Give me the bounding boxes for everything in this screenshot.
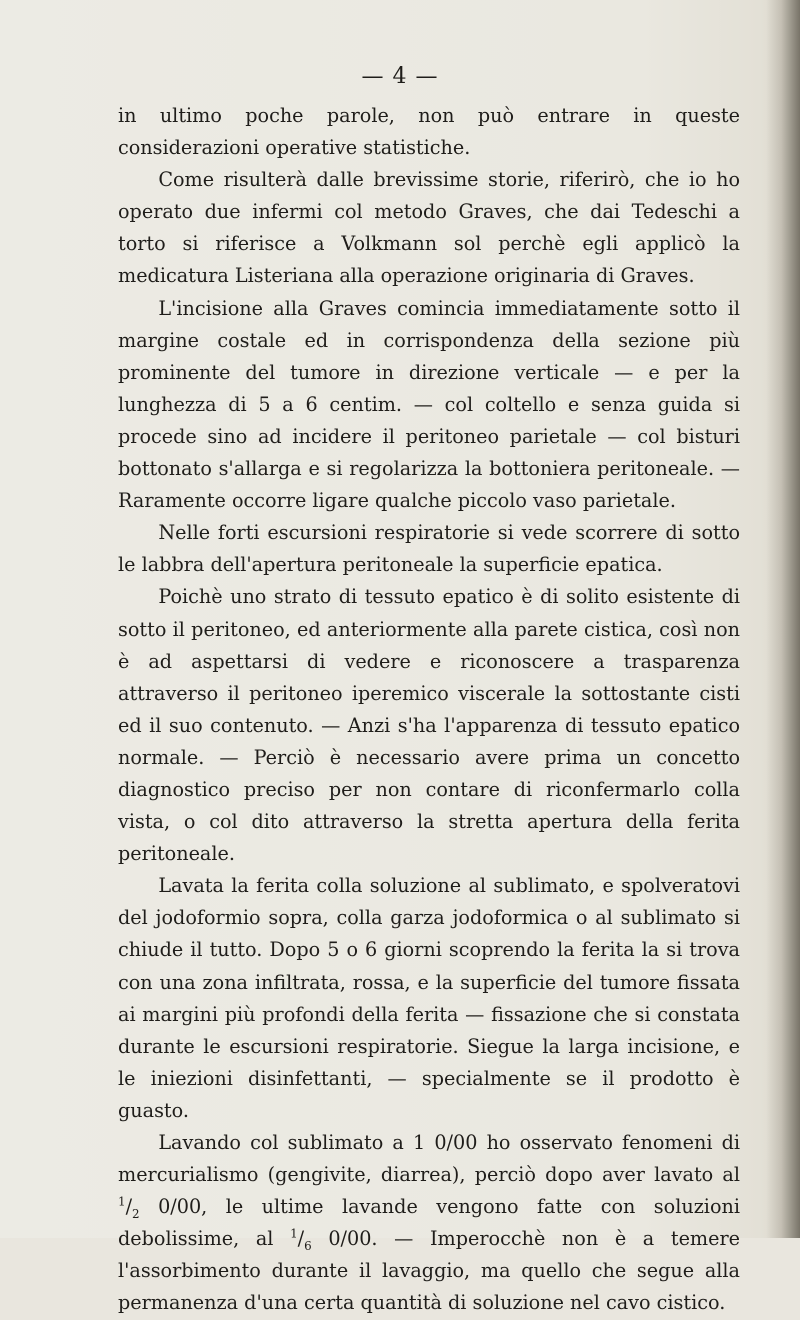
paragraph-4: Nelle forti escursioni respiratorie si vede scorrere di sotto le labbra dell'apertura peritoneale la superficie epatica. — [118, 521, 740, 577]
paragraph-6: Lavata la ferita colla soluzione al sublimato, e spolveratovi del jodoformio sopra, colla garza jodoformica o al sublimato si chiude il tutto. Dopo 5 o 6 giorni scoprendo la ferita la si trova con una zona infiltrata, rossa, e la superficie del tumore fissata ai margini più profondi della ferita — fissazione che si constata durante le escursioni respiratorie. Siegue la larga incisione, e le iniezioni disinfettanti, — specialmente se il prodotto è guasto. — [118, 874, 740, 1122]
paragraph-3: L'incisione alla Graves comincia immediatamente sotto il margine costale ed in corrispondenza della sezione più prominente del tumore in direzione verticale — e per la lunghezza di 5 a 6 centim. — col coltello e senza guida si procede sino ad incidere il peritoneo parietale — col bisturi bottonato s'allarga e si regolarizza la bottoniera peritoneale. — Raramente occorre ligare qualche piccolo vaso parietale. — [118, 296, 740, 513]
paragraph-7-part-1: Lavando col sublimato a 1 — [158, 1131, 435, 1154]
paragraph-7-part-2: ho osservato fenomeni di mercurialismo (gengivite, diarrea), perciò dopo aver lavato al — [118, 1131, 740, 1187]
fraction-sixth: $^1/_6$ 0/00 — [290, 1226, 372, 1254]
paragraph-7-part-4: . — Imperocchè non è a temere l'assorbimento durante il lavaggio, ma quello che segue alla permanenza d'una certa quantità di soluzione nel cavo cistico. — [118, 1227, 741, 1315]
page-edge-shadow — [766, 0, 800, 1238]
paragraph-5: Poichè uno strato di tessuto epatico è di solito esistente di sotto il peritoneo, ed anteriormente alla parete cistica, così non è ad aspettarsi di vedere e riconoscere a trasparenza attraverso il peritoneo iperemico viscerale la sottostante cisti ed il suo contenuto. — Anzi s'ha l'apparenza di tessuto epatico normale. — Perciò è necessario avere prima un concetto diagnostico preciso per non contare di riconfermarlo colla vista, o col dito attraverso la stretta apertura della ferita peritoneale. — [118, 585, 740, 866]
fraction-half: $^1/_2$ 0/00 — [118, 1194, 202, 1222]
paragraph-1: in ultimo poche parole, non può entrare in queste considerazioni operative statistiche. — [118, 104, 740, 160]
paragraph-7 — [118, 1127, 740, 1320]
paragraph-2: Come risulterà dalle brevissime storie, riferirò, che io ho operato due infermi col metodo Graves, che dai Tedeschi a torto si riferisce a Volkmann sol perchè egli applicò la medicatura Listeriana alla operazione originaria di Graves. — [118, 168, 740, 288]
page-number: — 4 — — [361, 64, 439, 89]
per-mille-sign: 0/00 — [434, 1131, 478, 1154]
body-text — [118, 100, 740, 1320]
paragraph-7-part-3: , le ultime lavande vengono fatte con soluzioni debolissime, al — [118, 1195, 740, 1251]
